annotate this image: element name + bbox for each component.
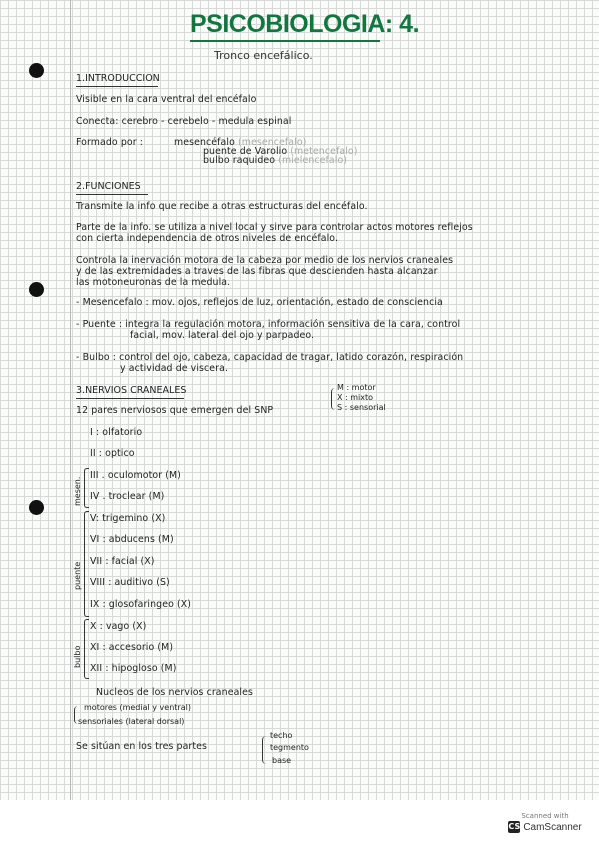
subtitle: Tronco encefálico.	[214, 49, 313, 62]
funciones-line-10: - Bulbo : control del ojo, cabeza, capacidad de tragar, latido corazón, respiración	[76, 352, 464, 363]
nucleos-motores: motores (medial y ventral)	[84, 703, 191, 712]
parte-tegmento: tegmento	[270, 743, 309, 752]
partes-label: Se sitúan en los tres partes	[76, 741, 208, 752]
watermark-caption: Scanned with	[521, 812, 569, 820]
group-label-puente: puente	[73, 561, 82, 590]
title-underline	[190, 40, 380, 42]
section-heading-nervios: 3.NERVIOS CRANEALES	[76, 385, 187, 396]
heading-underline	[76, 86, 158, 87]
binder-hole	[29, 63, 44, 78]
legend-motor: M : motor	[337, 383, 376, 392]
intro-line-2: Conecta: cerebro - cerebelo - medula espinal	[76, 116, 292, 127]
nervio-item: X : vago (X)	[90, 621, 147, 632]
legend-sensorial: S : sensorial	[337, 403, 386, 412]
formado-item-1-note: (mesencefalo)	[238, 137, 307, 148]
binder-hole	[29, 282, 44, 297]
group-label-mesen: mesen.	[73, 476, 82, 506]
nervio-item: I : olfatorio	[90, 427, 143, 438]
nucleos-sensoriales: sensoriales (lateral dorsal)	[78, 717, 185, 726]
group-bracket-mesen	[84, 468, 89, 508]
formado-item-1-text: mesencéfalo	[174, 137, 235, 148]
nucleos-title: Nucleos de los nervios craneales	[96, 687, 253, 698]
funciones-line-1: Transmite la info que recibe a otras estructuras del encéfalo.	[76, 201, 368, 212]
watermark-brand	[505, 821, 585, 833]
parte-techo: techo	[270, 731, 293, 740]
funciones-line-4: Controla la inervación motora de la cabeza por medio de los nervios craneales	[76, 255, 454, 266]
nervio-item: XI : accesorio (M)	[90, 642, 174, 653]
camscanner-logo-icon: CS	[508, 822, 521, 831]
formado-label: Formado por :	[76, 137, 144, 148]
camscanner-watermark	[505, 812, 585, 833]
section-heading-funciones: 2.FUNCIONES	[76, 181, 141, 192]
formado-item-2-text: puente de Varolio	[203, 146, 288, 157]
funciones-line-7: - Mesencefalo : mov. ojos, reflejos de luz, orientación, estado de consciencia	[76, 297, 443, 308]
page-title: PSICOBIOLOGIA: 4.	[190, 10, 420, 38]
legend-brace	[331, 388, 337, 410]
formado-item-3-text: bulbo raquideo	[203, 155, 276, 166]
watermark-name: CamScanner	[523, 821, 582, 833]
nervio-item: V: trigemino (X)	[90, 513, 166, 524]
nervios-intro: 12 pares nerviosos que emergen del SNP	[76, 405, 274, 416]
heading-underline	[76, 194, 148, 195]
group-label-bulbo: bulbo	[73, 645, 82, 668]
legend-mixto: X : mixto	[337, 393, 374, 402]
formado-item-2-note: (metencefalo)	[290, 146, 358, 157]
partes-brace	[262, 736, 268, 764]
nervio-item: VII : facial (X)	[90, 556, 155, 567]
funciones-line-5: y de las extremidades a traves de las fibras que descienden hasta alcanzar	[76, 266, 438, 277]
nervio-item: XII : hipogloso (M)	[90, 663, 177, 674]
funciones-line-8: - Puente : integra la regulación motora, información sensitiva de la cara, control	[76, 319, 461, 330]
intro-line-1: Visible en la cara ventral del encéfalo	[76, 94, 257, 105]
nucleos-brace	[74, 706, 80, 724]
heading-underline	[76, 398, 184, 399]
funciones-line-3: con cierta independencia de otros niveles de encéfalo.	[76, 233, 339, 244]
group-bracket-bulbo	[84, 619, 89, 679]
nervio-item: IX : glosofaringeo (X)	[90, 599, 192, 610]
formado-item-3-note: (mielencefalo)	[278, 155, 348, 166]
nervio-item: III . oculomotor (M)	[90, 470, 181, 481]
nervio-item: VIII : auditivo (S)	[90, 577, 170, 588]
funciones-line-9: facial, mov. lateral del ojo y parpadeo.	[130, 330, 315, 341]
margin-line	[70, 0, 71, 800]
parte-base: base	[272, 756, 292, 765]
nervio-item: VI : abducens (M)	[90, 534, 174, 545]
section-heading-intro: 1.INTRODUCCION	[76, 73, 160, 84]
formado-item-3	[203, 155, 347, 166]
group-bracket-puente	[84, 511, 89, 617]
nervio-item: IV . troclear (M)	[90, 491, 165, 502]
nervio-item: II : optico	[90, 448, 135, 459]
funciones-line-2: Parte de la info. se utiliza a nivel local y sirve para controlar actos motores reflejos	[76, 222, 473, 233]
funciones-line-6: las motoneuronas de la medula.	[76, 277, 231, 288]
funciones-line-11: y actividad de viscera.	[120, 363, 229, 374]
binder-hole	[29, 500, 44, 515]
